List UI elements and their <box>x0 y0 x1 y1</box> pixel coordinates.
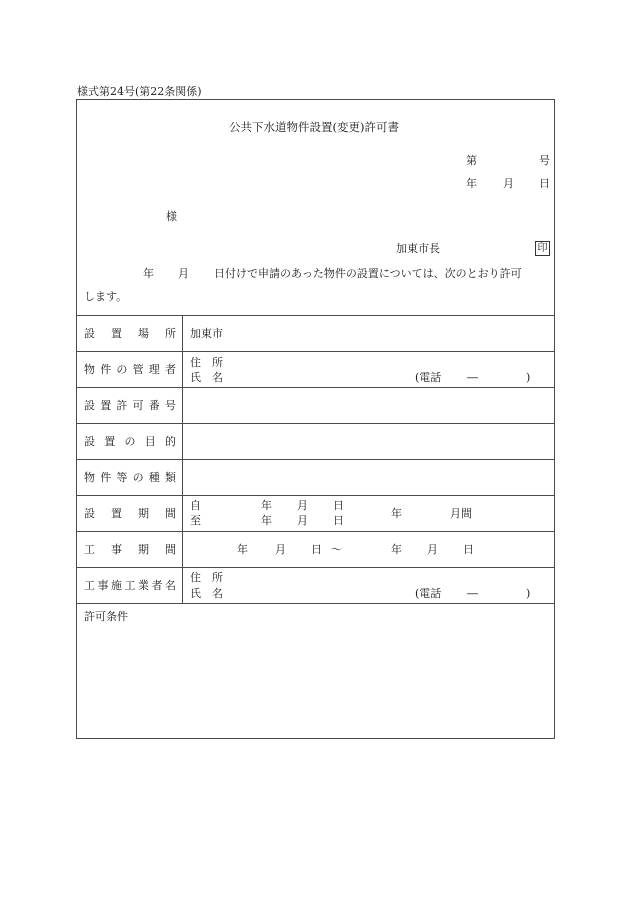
label-char: 許 <box>116 399 128 412</box>
period-to-year: 年 <box>261 514 272 527</box>
label-char: 件 <box>100 363 112 376</box>
period-to: 至 <box>190 514 201 527</box>
label-char: 置 <box>104 435 116 448</box>
manager-label <box>84 364 176 375</box>
period-duration-months: 月間 <box>450 507 472 520</box>
label-char: 工 <box>84 579 95 592</box>
manager-address-label: 住 所 <box>190 356 223 369</box>
body-year: 年 <box>143 267 154 280</box>
work-start-year: 年 <box>237 543 248 556</box>
label-char: 番 <box>148 399 160 412</box>
label-char: 置 <box>111 507 122 520</box>
contractor-phone-dash: ― <box>467 587 478 600</box>
work-end-month: 月 <box>427 543 438 556</box>
label-char: 可 <box>132 399 144 412</box>
label-char: 施 <box>111 579 122 592</box>
work-start-day: 日 <box>311 543 322 556</box>
label-char: 置 <box>100 399 112 412</box>
work-period-label <box>84 544 176 555</box>
label-char: 工 <box>124 579 136 592</box>
label-char: 所 <box>165 327 176 340</box>
label-char: 種 <box>148 471 160 484</box>
label-char: 設 <box>84 399 95 412</box>
table-top-border <box>76 315 555 316</box>
period-duration-year: 年 <box>391 507 402 520</box>
label-char: 者 <box>164 363 176 376</box>
conditions-label: 許可条件 <box>84 610 128 623</box>
label-char: 目 <box>144 435 156 448</box>
row-divider <box>76 531 555 532</box>
row-divider <box>76 387 555 388</box>
contractor-label <box>84 580 176 591</box>
row-divider <box>76 603 555 604</box>
kind-label <box>84 472 176 483</box>
period-to-day: 日 <box>333 514 344 527</box>
label-char: 名 <box>165 579 176 592</box>
label-char: 間 <box>165 507 176 520</box>
seal-stamp: 印 <box>535 241 550 256</box>
label-char: 管 <box>132 363 144 376</box>
location-value: 加東市 <box>190 327 223 340</box>
period-label <box>84 508 176 519</box>
issuer-name: 加東市長 <box>396 242 440 255</box>
label-char: 理 <box>148 363 160 376</box>
number-prefix: 第 <box>466 154 477 167</box>
manager-phone-label: (電話 <box>415 371 442 384</box>
label-char: 業 <box>138 579 149 592</box>
label-char: 事 <box>111 543 122 556</box>
body-text-line1: 日付けで申請のあった物件の設置については、次のとおり許可 <box>214 267 522 280</box>
label-char: 等 <box>116 471 128 484</box>
label-char: の <box>132 471 144 484</box>
label-char: 号 <box>164 399 176 412</box>
label-char: 設 <box>84 435 95 448</box>
period-from-day: 日 <box>333 499 344 512</box>
label-char: 工 <box>84 543 95 556</box>
row-divider <box>76 351 555 352</box>
label-char: の <box>124 435 136 448</box>
body-month: 月 <box>178 267 189 280</box>
label-char: 設 <box>84 507 95 520</box>
document-title: 公共下水道物件設置(変更)許可書 <box>229 120 399 134</box>
label-char: 件 <box>100 471 112 484</box>
contractor-address-label: 住 所 <box>190 571 223 584</box>
manager-name-label: 氏 名 <box>190 371 223 384</box>
period-from-month: 月 <box>297 499 308 512</box>
label-char: 的 <box>165 435 176 448</box>
issue-date-month: 月 <box>503 177 514 190</box>
body-text-line2: します。 <box>84 290 128 303</box>
label-char: 者 <box>151 579 163 592</box>
label-char: 類 <box>164 471 176 484</box>
location-label <box>84 328 176 339</box>
label-char: 物 <box>84 363 95 376</box>
work-start-month: 月 <box>275 543 286 556</box>
period-from: 自 <box>190 499 201 512</box>
work-end-day: 日 <box>463 543 474 556</box>
contractor-phone-label: (電話 <box>415 587 442 600</box>
form-number: 様式第24号(第22条関係) <box>77 85 202 98</box>
row-divider <box>76 423 555 424</box>
contractor-phone-close: ) <box>526 587 531 600</box>
row-divider <box>76 459 555 460</box>
row-divider <box>76 495 555 496</box>
label-char: 期 <box>138 507 149 520</box>
addressee-honorific: 様 <box>166 210 177 223</box>
period-to-month: 月 <box>297 514 308 527</box>
label-char: 場 <box>138 327 149 340</box>
form-frame <box>76 99 555 739</box>
issue-date-year: 年 <box>466 177 477 190</box>
label-char: 事 <box>97 579 109 592</box>
period-from-year: 年 <box>261 499 272 512</box>
label-char: 間 <box>165 543 176 556</box>
permit-number-label <box>84 400 176 411</box>
work-end-year: 年 <box>391 543 402 556</box>
label-column-divider <box>182 315 183 603</box>
label-char: 期 <box>138 543 149 556</box>
manager-phone-close: ) <box>526 371 531 384</box>
row-divider <box>76 567 555 568</box>
contractor-name-label: 氏 名 <box>190 587 223 600</box>
label-char: 置 <box>111 327 122 340</box>
issue-date-day: 日 <box>539 177 550 190</box>
purpose-label <box>84 436 176 447</box>
number-suffix: 号 <box>539 154 550 167</box>
label-char: 物 <box>84 471 95 484</box>
label-char: の <box>116 363 128 376</box>
manager-phone-dash: ― <box>467 371 478 384</box>
label-char: 設 <box>84 327 95 340</box>
work-period-tilde: ～ <box>331 543 342 556</box>
